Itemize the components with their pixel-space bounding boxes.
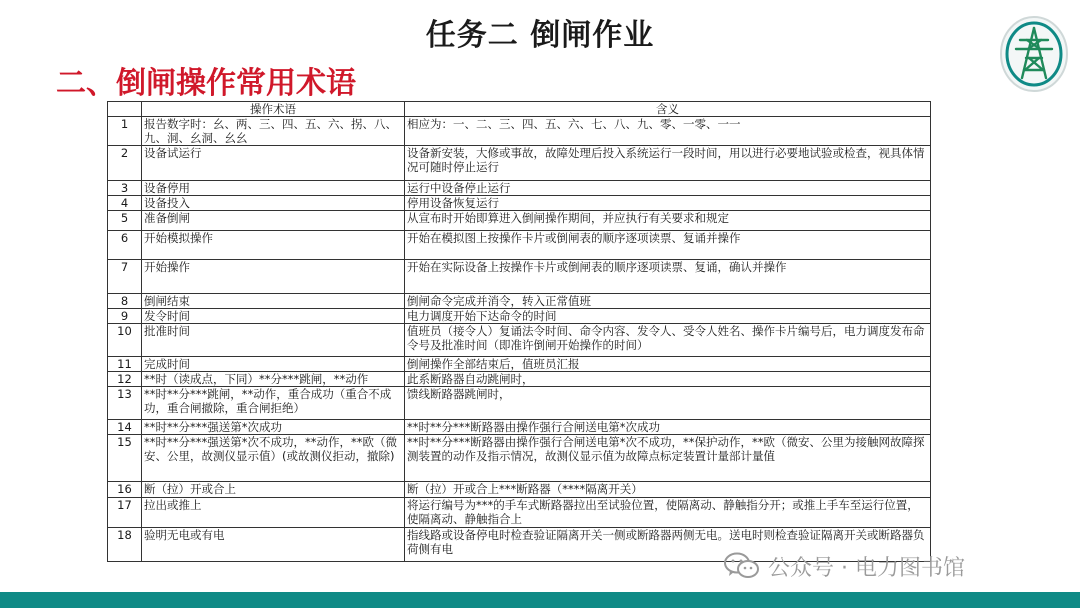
row-term: 设备试运行 [142,146,405,181]
column-header-number [108,102,142,117]
table-row [108,482,931,498]
row-meaning: 相应为：一、二、三、四、五、六、七、八、九、零、一零、一一 [405,117,931,146]
row-meaning: **时**分***断路器由操作强行合闸送电第*次不成功，**保护动作，**欧（微安、公里为接触网故障探测装置的动作及指示情况，故测仪显示值为故障点标定装置计量部计量值 [405,435,931,482]
row-term: **时**分***跳闸，**动作，重合成功（重合不成功，重合闸撤除，重合闸拒绝） [142,387,405,420]
table-row [108,435,931,482]
row-number: 9 [108,309,142,324]
terms-table [107,101,931,562]
row-meaning: 电力调度开始下达命令的时间 [405,309,931,324]
row-meaning: 设备新安装，大修或事故，故障处理后投入系统运行一段时间，用以进行必要地试验或检查，视具体情况可随时停止运行 [405,146,931,181]
wechat-icon [724,552,760,580]
row-meaning: 馈线断路器跳闸时， [405,387,931,420]
row-meaning: 倒闸操作全部结束后，值班员汇报 [405,357,931,372]
row-meaning: 从宣布时开始即算进入倒闸操作期间，并应执行有关要求和规定 [405,211,931,231]
table-row [108,231,931,260]
row-term: 设备投入 [142,196,405,211]
row-term: 验明无电或有电 [142,528,405,562]
row-meaning: 停用设备恢复运行 [405,196,931,211]
row-number: 14 [108,420,142,435]
row-number: 5 [108,211,142,231]
row-number: 6 [108,231,142,260]
row-number: 18 [108,528,142,562]
row-number: 1 [108,117,142,146]
row-term: **时**分***强送第*次成功 [142,420,405,435]
row-meaning: 倒闸命令完成并消令，转入正常值班 [405,294,931,309]
row-term: **时（读成点，下同）**分***跳闸，**动作 [142,372,405,387]
table-row [108,387,931,420]
watermark-text: 公众号 · 电力图书馆 [768,555,965,581]
row-meaning: 将运行编号为***的手车式断路器拉出至试验位置，使隔离动、静触指分开；或推上手车至运行位置，使隔离动、静触指合上 [405,498,931,528]
table-row [108,181,931,196]
row-number: 10 [108,324,142,357]
row-term: 拉出或推上 [142,498,405,528]
table-row [108,324,931,357]
row-number: 13 [108,387,142,420]
column-header-term: 操作术语 [142,102,405,117]
footer-bar [0,592,1080,608]
row-meaning: 运行中设备停止运行 [405,181,931,196]
table-row [108,146,931,181]
row-number: 2 [108,146,142,181]
row-meaning: 断（拉）开或合上***断路器（****隔离开关） [405,482,931,498]
row-term: 完成时间 [142,357,405,372]
table-row [108,372,931,387]
row-number: 11 [108,357,142,372]
table-row [108,309,931,324]
row-term: 开始模拟操作 [142,231,405,260]
row-number: 3 [108,181,142,196]
row-term: 倒闸结束 [142,294,405,309]
table-row [108,260,931,294]
row-meaning: **时**分***断路器由操作强行合闸送电第*次成功 [405,420,931,435]
row-meaning: 值班员（接令人）复诵法令时间、命令内容、发令人、受令人姓名、操作卡片编号后，电力调度发布命令号及批准时间（即准许倒闸开始操作的时间） [405,324,931,357]
row-number: 17 [108,498,142,528]
row-number: 15 [108,435,142,482]
row-term: 断（拉）开或合上 [142,482,405,498]
power-tower-logo-icon [998,14,1070,94]
table-row [108,498,931,528]
row-meaning: 此系断路器自动跳闸时， [405,372,931,387]
table-row [108,211,931,231]
row-term: **时**分***强送第*次不成功，**动作，**欧（微安、公里，故测仪显示值）(或故测仪拒动，撤除) [142,435,405,482]
row-meaning: 开始在模拟图上按操作卡片或倒闸表的顺序逐项读票、复诵并操作 [405,231,931,260]
row-number: 12 [108,372,142,387]
row-term: 批准时间 [142,324,405,357]
table-header-row [108,102,931,117]
table-row [108,196,931,211]
row-number: 8 [108,294,142,309]
row-number: 16 [108,482,142,498]
row-meaning: 开始在实际设备上按操作卡片或倒闸表的顺序逐项读票、复诵，确认并操作 [405,260,931,294]
table-row [108,294,931,309]
page-title: 任务二 倒闸作业 [425,18,655,53]
row-term: 准备倒闸 [142,211,405,231]
row-term: 开始操作 [142,260,405,294]
row-meaning: 指线路或设备停电时检查验证隔离开关一侧或断路器两侧无电。送电时则检查验证隔离开关或断路器负荷侧有电 [405,528,931,562]
table-row [108,420,931,435]
row-number: 4 [108,196,142,211]
table-row [108,117,931,146]
row-term: 报告数字时：幺、两、三、四、五、六、拐、八、九、洞、幺洞、幺幺 [142,117,405,146]
watermark [724,551,965,581]
section-title: 二、倒闸操作常用术语 [56,66,356,101]
row-term: 设备停用 [142,181,405,196]
table-row [108,357,931,372]
row-number: 7 [108,260,142,294]
column-header-meaning: 含义 [405,102,931,117]
row-term: 发令时间 [142,309,405,324]
